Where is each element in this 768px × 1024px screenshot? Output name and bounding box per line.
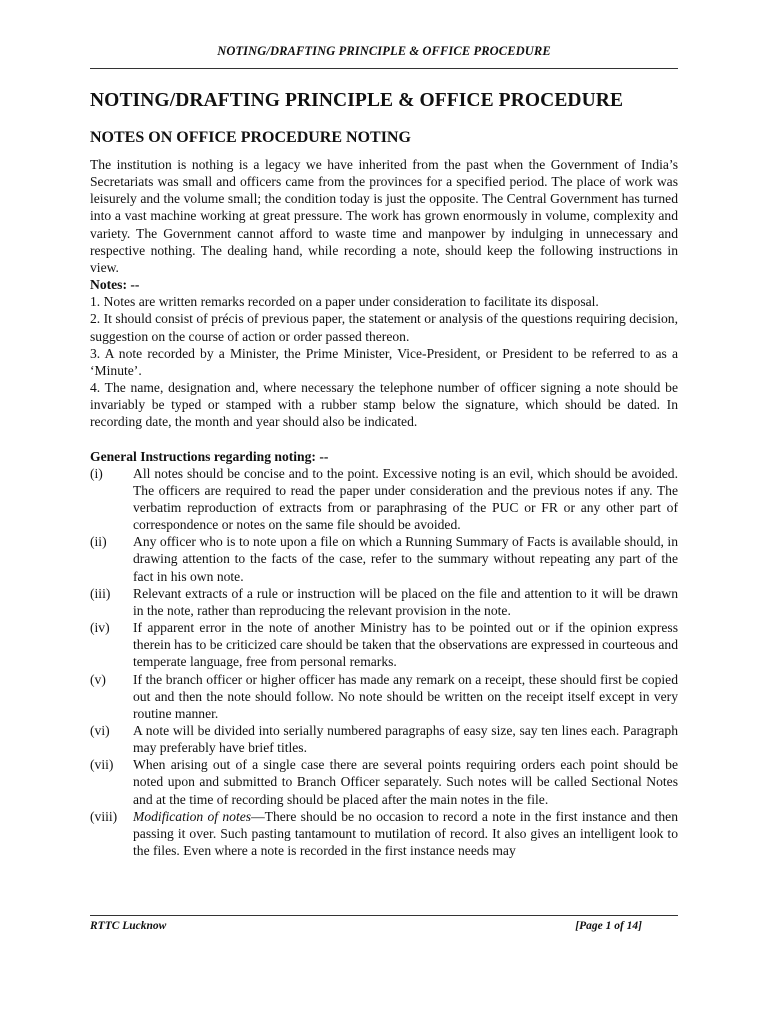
intro-paragraph: The institution is nothing is a legacy we have inherited from the past when the Government of India’s Secretariats was small and officers came from the provinces for a specified period. The place of work was leisurely and the volume small; the condition today is just the opposite. The Central Government has turned into a vast machine working at great pressure. The work has grown enormously in volume, complexity and variety. The Government cannot afford to waste time and manpower by indulging in unnecessary and respective nothing. The dealing hand, while recording a note, should keep the following instructions in view. — [90, 157, 678, 275]
page-title: NOTING/DRAFTING PRINCIPLE & OFFICE PROCEDURE — [90, 90, 624, 111]
instruction-item — [90, 465, 678, 534]
instruction-number: (iv) — [90, 620, 110, 636]
instruction-item — [90, 619, 678, 670]
footer-rule — [90, 915, 678, 916]
spacer — [90, 431, 678, 448]
instruction-text: If apparent error in the note of another Ministry has to be pointed out or if the opinion express therein has to be criticized care should be taken that the observations are expressed in courteous and temperate language, free from personal remarks. — [133, 620, 678, 670]
instruction-number: (vii) — [90, 757, 114, 773]
instruction-number: (i) — [90, 465, 103, 481]
instruction-number: (viii) — [90, 808, 118, 824]
instruction-text: Any officer who is to note upon a file on which a Running Summary of Facts is available should, in drawing attention to the facts of the case, refer to the summary without repeating any part of the fact in his own note. — [133, 534, 678, 584]
instruction-body: —There should be no occasion to record a note in the first instance and then passing it over. Such pasting tantamount to mutilation of record. It also gives an intelligent look to the files. Even where a note is recorded in the first instance needs may — [133, 808, 678, 859]
instruction-item — [90, 585, 678, 619]
instruction-number: (vi) — [90, 723, 110, 738]
instruction-text: Relevant extracts of a rule or instruction will be placed on the file and attention to it will be drawn in the note, rather than reproducing the relevant provision in the note. — [133, 585, 678, 618]
note-item: 3. A note recorded by a Minister, the Prime Minister, Vice-President, or President to be referred to as a ‘Minute’. — [90, 345, 678, 378]
footer-organization: RTTC Lucknow — [90, 920, 167, 932]
note-item: 4. The name, designation and, where necessary the telephone number of officer signing a note should be invariably be typed or stamped with a rubber stamp below the signature, which should be dated. In recording date, the month and year should also be indicated. — [90, 380, 678, 430]
instruction-item — [90, 756, 678, 807]
instruction-item — [90, 671, 678, 722]
instruction-item — [90, 722, 678, 756]
instruction-text — [133, 808, 678, 859]
instruction-item — [90, 533, 678, 584]
instruction-text: A note will be divided into serially numbered paragraphs of easy size, say ten lines each. Paragraph may preferably have brief titles. — [133, 723, 678, 756]
section-subtitle: NOTES ON OFFICE PROCEDURE NOTING — [90, 129, 411, 146]
instruction-item — [90, 808, 678, 859]
note-item: 1. Notes are written remarks recorded on a paper under consideration to facilitate its disposal. — [90, 294, 599, 310]
instruction-number: (ii) — [90, 534, 107, 550]
general-instructions-heading: General Instructions regarding noting: -- — [90, 448, 329, 464]
instruction-text: If the branch officer or higher officer has made any remark on a receipt, these should first be copied out and then the note should follow. No note should be written on the receipt itself except in very routine manner. — [133, 671, 678, 721]
note-item: 2. It should consist of précis of previous paper, the statement or analysis of the questions requiring decision, suggestion on the course of action or order passed thereon. — [90, 311, 678, 344]
header-rule — [90, 68, 678, 69]
instruction-lead: Modification of notes — [133, 808, 252, 824]
instruction-number: (iii) — [90, 585, 111, 601]
instruction-number: (v) — [90, 671, 106, 687]
document-page — [90, 0, 678, 1024]
instruction-text: When arising out of a single case there are several points requiring orders each point should be noted upon and submitted to Branch Officer separately. Such notes will be called Sectional Notes and at the time of recording should be placed after the main notes in the file. — [133, 757, 678, 807]
notes-heading: Notes: -- — [90, 277, 140, 293]
running-header: NOTING/DRAFTING PRINCIPLE & OFFICE PROCEDURE — [217, 44, 551, 58]
instruction-text: All notes should be concise and to the point. Excessive noting is an evil, which should be avoided. The officers are required to read the paper under consideration and the previous notes if any. The verbatim reproduction of extracts from or paraphrasing of the PUC or FR or any other part of correspondence or notes on the same file should be avoided. — [133, 465, 678, 533]
page-number: [Page 1 of 14] — [575, 920, 642, 932]
document-body — [90, 156, 678, 859]
